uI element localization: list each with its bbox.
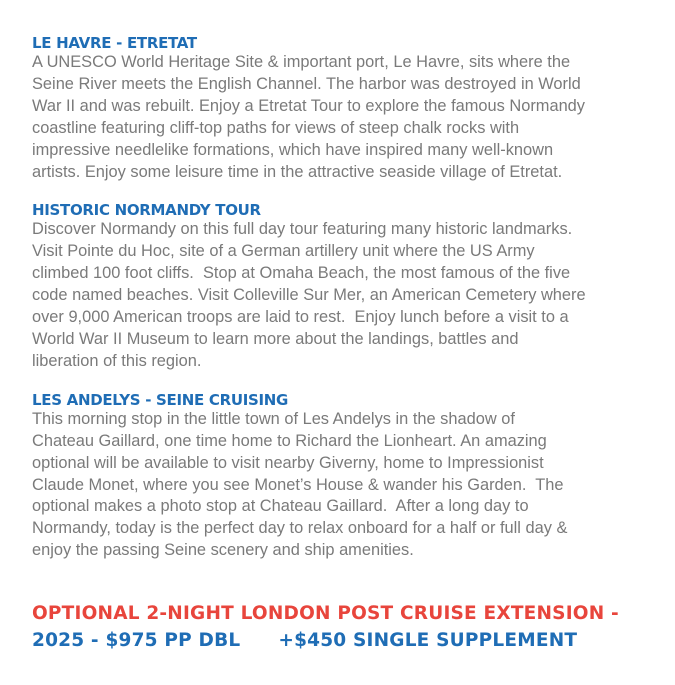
section-les-andelys [32,391,657,562]
section-normandy-tour [32,201,657,372]
section-le-havre [32,34,657,183]
section-body: Discover Normandy on this full day tour featuring many historic landmarks. Visit Pointe du Hoc, site of a German artillery unit where the US Army climbed 100 foot cliffs. Stop at Omaha Beach, the most famous of the five code named beaches. Visit Colleville Sur Mer, an American Cemetery where over 9,000 American troops are laid to rest. Enjoy lunch before a visit to a World War II Museum to learn more about the landings, battles and liberation of this region. [32,220,586,370]
extension-offer [32,600,662,654]
section-heading: LE HAVRE - ETRETAT [32,34,197,52]
itinerary-content [32,34,657,580]
offer-supplement: +$450 SINGLE SUPPLEMENT [278,630,578,651]
offer-title: OPTIONAL 2-NIGHT LONDON POST CRUISE EXTENSION - [32,603,619,624]
offer-price: 2025 - $975 PP DBL [32,630,241,651]
section-body: A UNESCO World Heritage Site & important port, Le Havre, sits where the Seine River meets the English Channel. The harbor was destroyed in World War II and was rebuilt. Enjoy a Etretat Tour to explore the famous Normandy coastline featuring cliff-top paths for views of steep chalk rocks with impressive needlelike formations, which have inspired many well-known artists. Enjoy some leisure time in the attractive seaside village of Etretat. [32,53,585,181]
section-heading: LES ANDELYS - SEINE CRUISING [32,390,289,409]
section-heading: HISTORIC NORMANDY TOUR [32,201,261,220]
offer-pricing [32,627,662,654]
section-body: This morning stop in the little town of Les Andelys in the shadow of Chateau Gaillard, one time home to Richard the Lionheart. An amazing optional will be available to visit nearby Giverny, home to Impressionist Claude Monet, where you see Monet’s House & wander his Garden. The optional makes a photo stop at Chateau Gaillard. After a long day to Normandy, today is the perfect day to relax onboard for a half or full day & enjoy the passing Seine scenery and ship amenities. [32,409,568,560]
